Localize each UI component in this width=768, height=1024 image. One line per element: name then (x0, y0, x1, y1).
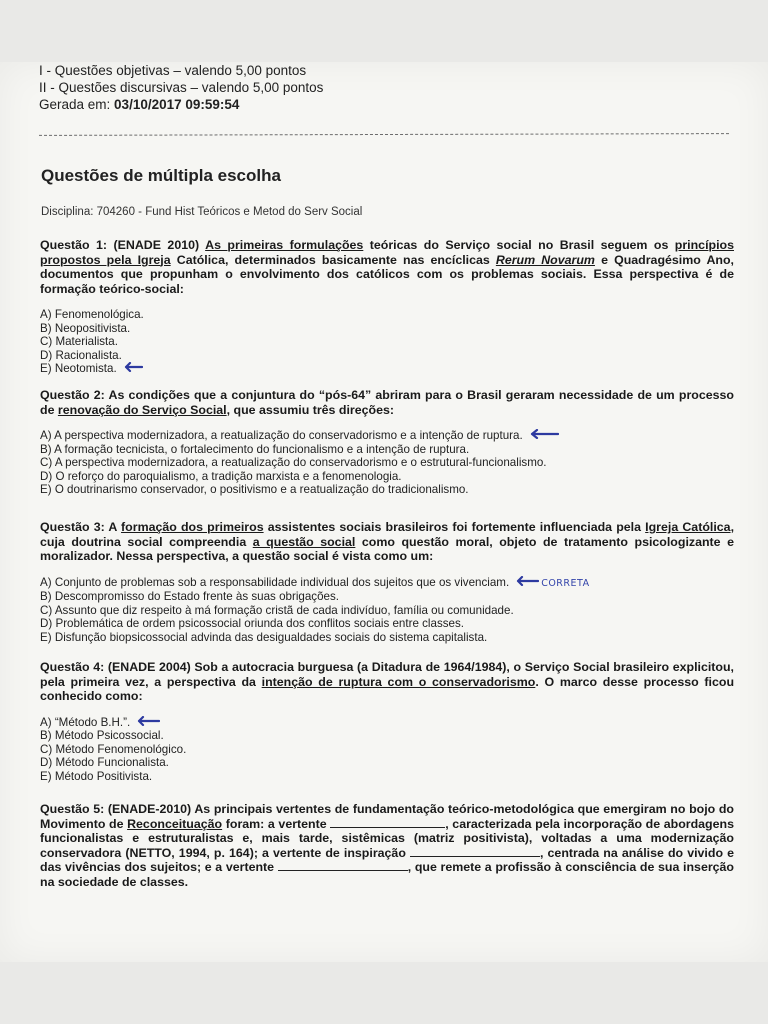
option-item[interactable]: C) A perspectiva modernizadora, a reatualização do conservadorismo e o estrutural-funcionalismo. (40, 456, 547, 470)
answer-blank[interactable] (410, 846, 540, 857)
generated-line (39, 96, 323, 113)
question-1-stem: Questão 1: (ENADE 2010) As primeiras formulações teóricas do Serviço social no Brasil seguem os princípios propostos pela Igreja Católica, determinados basicamente nas encíclicas Rerum Novarum e Quadragésimo Ano, documentos que propunham o envolvimento dos católicos com os problemas sociais. Essa perspectiva é de formação teórico-social: (40, 238, 735, 296)
generated-label: Gerada em: (39, 97, 115, 112)
arrow-left-icon (121, 362, 143, 376)
option-item[interactable]: E) O doutrinarismo conservador, o positivismo e a reatualização do tradicionalismo. (40, 483, 469, 497)
question-5 (40, 802, 734, 889)
question-1 (40, 238, 734, 376)
generated-value: 03/10/2017 09:59:54 (114, 97, 240, 112)
option-item[interactable]: B) Neopositivista. (40, 321, 131, 335)
question-3 (40, 520, 734, 644)
question-3-stem: Questão 3: A formação dos primeiros assistentes sociais brasileiros foi fortemente influenciada pela Igreja Católica, cuja doutrina social compreendia a questão social como questão moral, objeto de tratamento psicologizante e moralizador. Nessa perspectiva, a questão social é vista como um: (40, 520, 735, 563)
option-item[interactable]: D) Problemática de ordem psicossocial oriunda dos conflitos sociais entre classes. (40, 617, 465, 630)
answer-blank[interactable] (330, 817, 445, 828)
option-item[interactable]: D) O reforço do paroquialismo, a tradição marxista e a fenomenologia. (40, 469, 402, 483)
essay-points-line: II - Questões discursivas – valendo 5,00 pontos (39, 80, 324, 95)
option-item-selected[interactable]: A) “Método B.H.”. (40, 716, 734, 730)
option-item[interactable]: D) Método Funcionalista. (40, 756, 169, 770)
option-item[interactable]: D) Racionalista. (40, 348, 122, 362)
option-item[interactable]: E) Disfunção biopsicossocial advinda das desigualdades sociais do sistema capitalista. (40, 630, 488, 644)
arrow-left-icon (527, 429, 559, 443)
option-item-selected[interactable]: A) A perspectiva modernizadora, a reatualização do conservadorismo e a intenção de ruptura. (40, 429, 734, 443)
objective-points-line: I - Questões objetivas – valendo 5,00 pontos (39, 63, 307, 78)
option-item[interactable]: B) Descompromisso do Estado frente às suas obrigações. (40, 590, 340, 603)
option-item[interactable]: A) Fenomenológica. (40, 308, 144, 321)
question-4 (40, 660, 734, 783)
option-item[interactable]: C) Materialista. (40, 335, 118, 348)
option-item-selected[interactable]: A) Conjunto de problemas sob a responsabilidade individual dos sujeitos que os vivenciam. CORRETA (40, 575, 590, 589)
arrow-left-icon (134, 716, 160, 730)
discipline-label: Disciplina: 704260 - Fund Hist Teóricos e Metod do Serv Social (41, 206, 363, 218)
question-5-stem: Questão 5: (ENADE-2010) As principais vertentes de fundamentação teórico-metodológica que emergiram no bojo do Movimento de Reconceituação foram: a vertente , caracterizada pela incorporação de abordagens funcionalistas e estruturalistas e, mais tarde, sistêmicas (matriz positivista), voltadas a uma modernização conservadora (NETTO, 1994, p. 164); a vertente de inspiração , centrada na análise do vivido e das vivências dos sujeitos; e a vertente , que remete a profissão à consciência de sua inserção na sociedade de classes. (40, 802, 735, 889)
question-1-options (40, 308, 734, 376)
option-item-selected[interactable]: E) Neotomista. (40, 362, 734, 376)
option-item[interactable]: B) A formação tecnicista, o fortalecimento do funcionalismo e a intenção de ruptura. (40, 442, 470, 456)
question-2 (40, 388, 734, 497)
arrow-left-icon (513, 576, 539, 590)
question-2-options (40, 429, 734, 497)
question-2-stem: Questão 2: As condições que a conjuntura do “pós-64” abriram para o Brasil geraram necessidade de um processo de renovação do Serviço Social, que assumiu três direções: (40, 388, 734, 417)
section-title: Questões de múltipla escolha (41, 166, 281, 185)
option-item[interactable]: E) Método Positivista. (40, 769, 153, 783)
question-3-options (40, 576, 734, 645)
answer-blank[interactable] (278, 860, 408, 871)
question-4-options (40, 716, 734, 784)
option-item[interactable]: C) Assunto que diz respeito à má formação cristã de cada indivíduo, família ou comunidade. (40, 603, 514, 617)
option-item[interactable]: B) Método Psicossocial. (40, 729, 164, 743)
handwritten-annotation: CORRETA (541, 577, 590, 589)
option-item[interactable]: C) Método Fenomenológico. (40, 742, 187, 756)
exam-header (39, 62, 323, 113)
question-4-stem: Questão 4: (ENADE 2004) Sob a autocracia burguesa (a Ditadura de 1964/1984), o Serviço Social brasileiro explicitou, pela primeira vez, a perspectiva da intenção de ruptura com o conservadorismo. O marco desse processo ficou conhecido como: (40, 660, 735, 703)
